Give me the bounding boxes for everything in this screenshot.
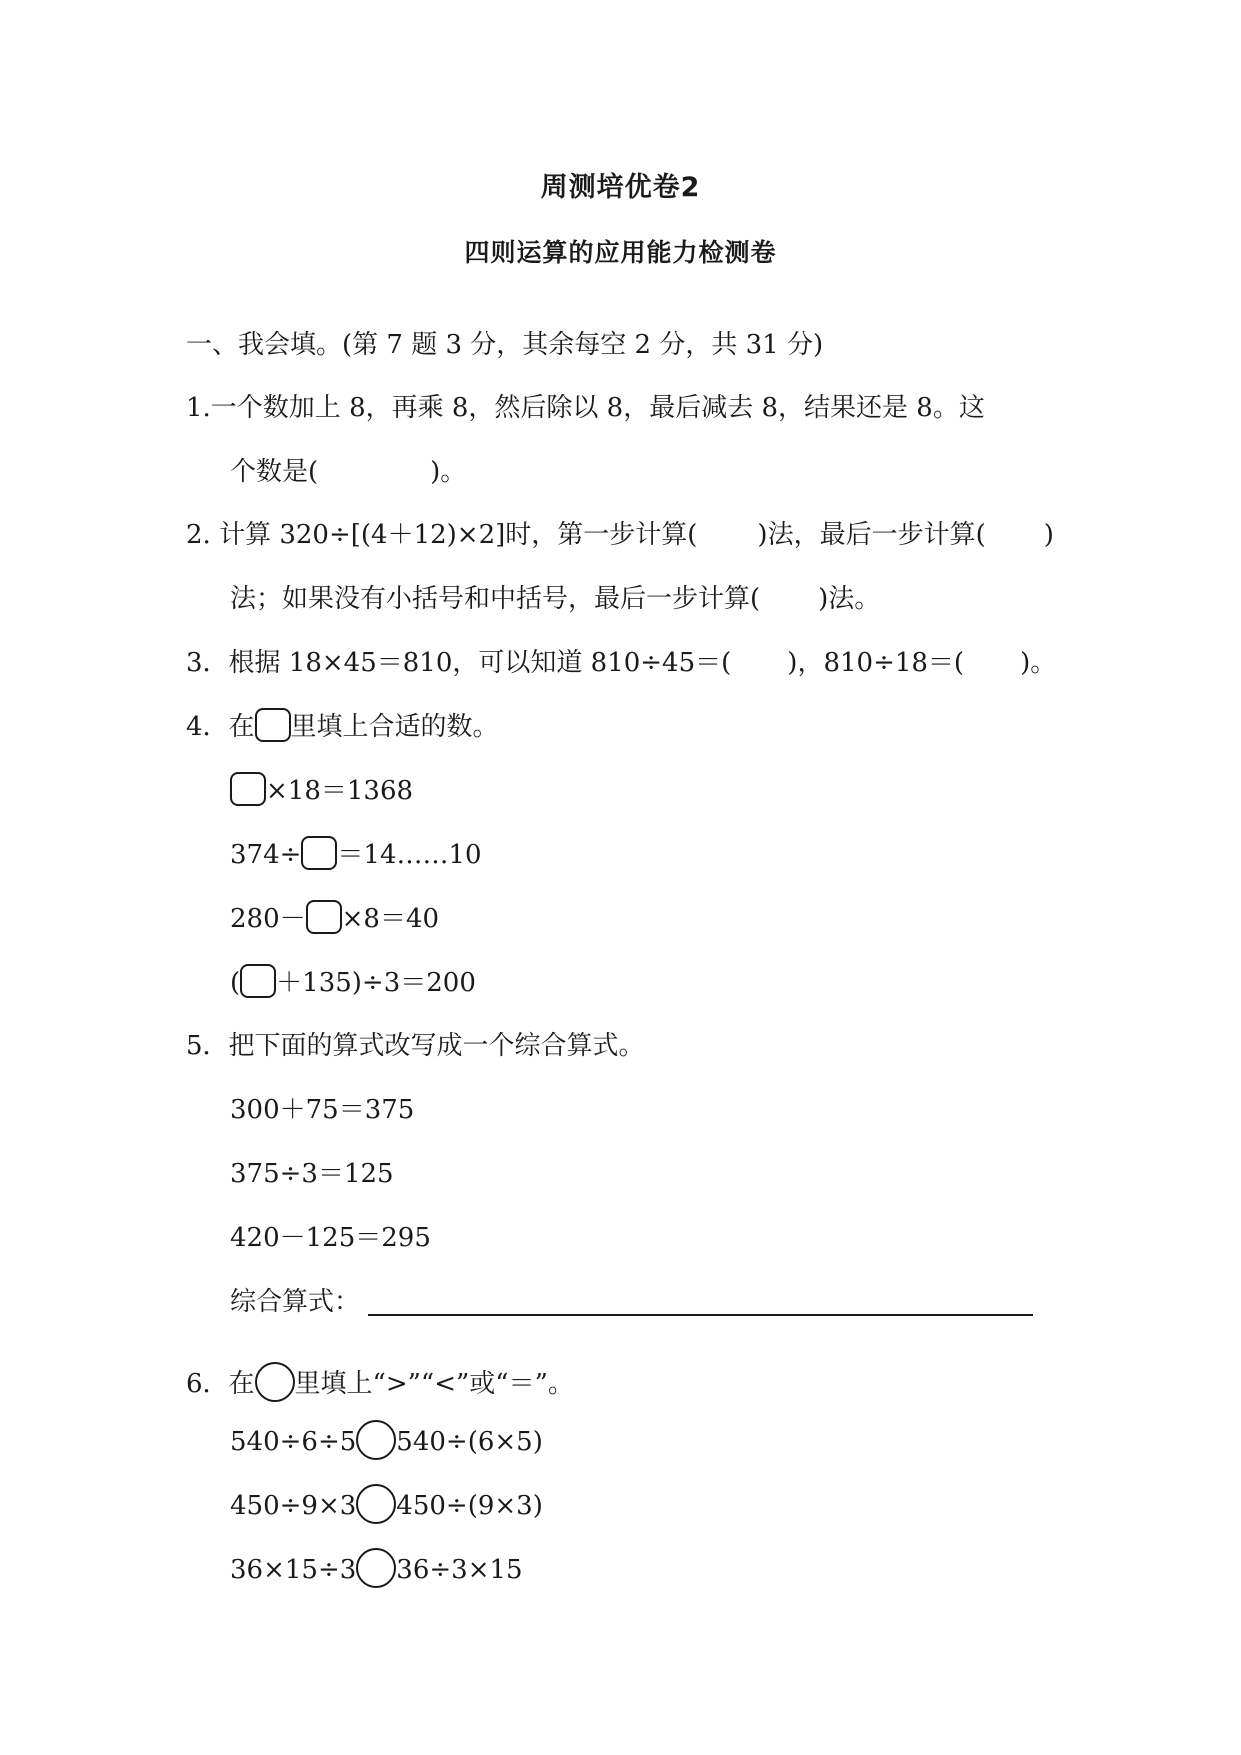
q4-eq-text: 374÷ xyxy=(230,840,302,870)
q4-text: 4．在 xyxy=(186,712,255,742)
q6-left-expr: 36×15÷3 xyxy=(230,1555,357,1585)
q4-text: 里填上合适的数。 xyxy=(290,712,499,742)
q2-line1 xyxy=(186,517,1054,553)
q3-text: )。 xyxy=(1020,648,1057,678)
q5-equation-1: 300＋75＝375 xyxy=(230,1095,415,1125)
q4-answer-box-1[interactable] xyxy=(230,772,266,806)
q4-equation-3 xyxy=(230,900,439,937)
q4-eq-text: ＋135)÷3＝200 xyxy=(276,968,476,998)
q4-eq-text: ( xyxy=(230,968,241,998)
q4-equation-2 xyxy=(230,836,482,873)
q6-answer-circle-3[interactable] xyxy=(356,1548,396,1588)
q5-equation-2: 375÷3＝125 xyxy=(230,1159,394,1189)
q6-comparison-2 xyxy=(230,1484,543,1524)
q6-answer-circle-1[interactable] xyxy=(356,1420,396,1460)
q2-text: ) xyxy=(1043,520,1054,550)
q4-eq-text: 280－ xyxy=(230,904,306,934)
q6-left-expr: 450÷9×3 xyxy=(230,1491,357,1521)
q4-answer-box-2[interactable] xyxy=(301,836,337,870)
q6-left-expr: 540÷6÷5 xyxy=(230,1427,357,1457)
q6-right-expr: 540÷(6×5) xyxy=(396,1427,543,1457)
q3-text: )，810÷18＝( xyxy=(787,648,965,678)
q4-eq-text: ×18＝1368 xyxy=(266,776,414,806)
page-subtitle: 四则运算的应用能力检测卷 xyxy=(464,238,777,267)
q6-text: 6．在 xyxy=(186,1369,255,1399)
q6-right-expr: 450÷(9×3) xyxy=(396,1491,543,1521)
q5-answer-line xyxy=(230,1284,1033,1320)
q3-text: 3．根据 18×45＝810，可以知道 810÷45＝( xyxy=(186,648,732,678)
q5-answer-label: 综合算式： xyxy=(230,1287,361,1317)
square-box-icon xyxy=(255,708,291,742)
q5-answer-field[interactable] xyxy=(368,1284,1033,1316)
q4-answer-box-4[interactable] xyxy=(240,964,276,998)
section-heading: 一、我会填。(第 7 题 3 分，其余每空 2 分，共 31 分) xyxy=(186,330,824,360)
q2-text: 2. 计算 320÷[(4＋12)×2]时，第一步计算( xyxy=(186,520,698,550)
q5-equation-3: 420－125＝295 xyxy=(230,1223,431,1253)
q6-text: 里填上“>”“<”或“＝”。 xyxy=(294,1369,574,1399)
q6-intro xyxy=(186,1362,574,1402)
q4-equation-4 xyxy=(230,964,476,1001)
q6-comparison-1 xyxy=(230,1420,543,1460)
q6-comparison-3 xyxy=(230,1548,523,1588)
q4-eq-text: ×8＝40 xyxy=(341,904,440,934)
q2-line2 xyxy=(230,581,880,617)
q2-text: )法。 xyxy=(818,584,881,614)
q1-line1: 1.一个数加上 8，再乘 8，然后除以 8，最后减去 8，结果还是 8。这 xyxy=(186,393,985,423)
q1-line2 xyxy=(230,454,466,490)
q2-text: 法；如果没有小括号和中括号，最后一步计算( xyxy=(230,584,761,614)
page-title: 周测培优卷2 xyxy=(540,172,701,203)
circle-icon xyxy=(255,1362,295,1402)
q6-right-expr: 36÷3×15 xyxy=(396,1555,523,1585)
q4-intro xyxy=(186,708,499,745)
q4-equation-1 xyxy=(230,772,413,809)
q3-line xyxy=(186,645,1056,681)
q6-answer-circle-2[interactable] xyxy=(356,1484,396,1524)
q2-text: )法，最后一步计算( xyxy=(757,520,986,550)
q4-answer-box-3[interactable] xyxy=(306,900,342,934)
q1-text-end: )。 xyxy=(430,457,467,487)
q4-eq-text: ＝14……10 xyxy=(337,840,482,870)
q1-text: 个数是( xyxy=(230,457,319,487)
q5-intro: 5．把下面的算式改写成一个综合算式。 xyxy=(186,1031,645,1061)
